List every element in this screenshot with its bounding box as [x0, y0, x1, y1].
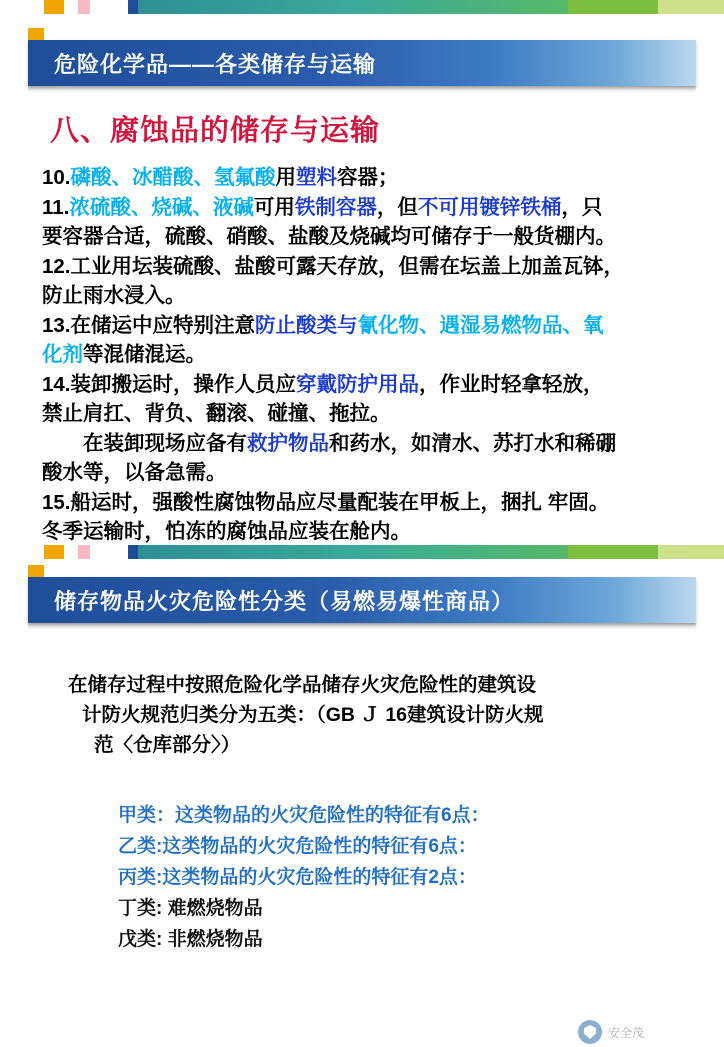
category-label-wu: 戊类: [118, 929, 163, 950]
strip-seg-navy [128, 0, 138, 14]
paragraph-item14-cont3: 酸水等，以备急需。 [42, 461, 227, 484]
slide2-top-color-strip [0, 545, 724, 559]
strip2-seg-navy [128, 545, 138, 559]
banner-accent-marker [28, 28, 44, 40]
paragraph-item15: 15.船运时，强酸性腐蚀物品应尽量配装在甲板上，捆扎 牢固。 [42, 490, 610, 514]
slide1-banner-shadow [28, 86, 696, 93]
strip-seg-white-3 [90, 0, 128, 14]
strip-seg-yellowgreen [658, 0, 724, 14]
category-item-wu [118, 924, 678, 955]
category-item-yi [118, 831, 678, 862]
paragraph-item12: 12.工业用坛装硫酸、盐酸可露天存放，但需在坛盖上加盖瓦钵， [42, 254, 624, 278]
paragraph-item14: 14.装卸搬运时，操作人员应穿戴防护用品，作业时轻拿轻放， [42, 372, 604, 396]
watermark [578, 1017, 708, 1047]
category-text-jia: 这类物品的火灾危险性的特征有6点： [175, 805, 490, 826]
slide1-title-banner [28, 40, 696, 86]
paragraph-item11-cont: 要容器合适，硫酸、硝酸、盐酸及烧碱均可储存于一般货棚内。 [42, 225, 616, 248]
strip2-seg-white-2 [64, 545, 78, 559]
strip2-seg-teal [138, 545, 568, 559]
slide2-category-list [118, 800, 678, 955]
category-text-yi: 这类物品的火灾危险性的特征有6点： [162, 836, 477, 857]
category-text-ding: 难燃烧物品 [167, 898, 263, 919]
slide1-section-heading: 八、腐蚀品的储存与运输 [50, 115, 381, 147]
strip2-seg-yellowgreen [658, 545, 724, 559]
paragraph-item13: 13.在储运中应特别注意防止酸类与氰化物、遇湿易燃物品、氧 [42, 313, 604, 337]
paragraph-item15-cont: 冬季运输时，怕冻的腐蚀品应装在舱内。 [42, 520, 411, 543]
intro-line-2: 计防火规范归类分为五类：（GB Ｊ 16建筑设计防火规 [82, 704, 544, 726]
category-label-ding: 丁类: [118, 898, 163, 919]
category-label-bing: 丙类: [118, 867, 163, 888]
slide2-banner-shadow [28, 623, 696, 630]
strip-seg-teal [138, 0, 568, 14]
watermark-label: 安全茂 [608, 1025, 645, 1040]
paragraph-item14-cont2: 在装卸现场应备有救护物品和药水，如清水、苏打水和稀硼 [83, 431, 616, 455]
intro-line-3: 范〈仓库部分〉） [94, 734, 241, 756]
strip-seg-pink [78, 0, 90, 14]
strip2-seg-pink [78, 545, 90, 559]
paragraph-item10: 10.磷酸、冰醋酸、氢氟酸用塑料容器； [42, 166, 399, 189]
strip2-seg-white-3 [90, 545, 128, 559]
paragraph-item12-cont: 防止雨水浸入。 [42, 284, 186, 307]
paragraph-item11: 11.浓硫酸、烧碱、液碱可用铁制容器，但不可用镀锌铁桶，只 [42, 195, 603, 219]
category-item-ding [118, 893, 678, 924]
strip-seg-green [568, 0, 658, 14]
slide2-banner-title: 储存物品火灾危险性分类（易燃易爆性商品） [54, 588, 515, 614]
intro-line-1: 在储存过程中按照危险化学品储存火灾危险性的建筑设 [68, 674, 537, 696]
category-item-bing [118, 862, 678, 893]
strip2-seg-green [568, 545, 658, 559]
strip-seg-orange [44, 0, 64, 14]
strip-seg-white-1 [0, 0, 44, 14]
slide2-title-banner [28, 577, 696, 623]
strip2-seg-white-1 [0, 545, 44, 559]
paragraph-item14-cont: 禁止肩扛、背负、翻滚、碰撞、拖拉。 [42, 402, 391, 425]
category-item-jia [118, 800, 678, 831]
paragraph-item13-cont: 化剂等混储混运。 [42, 343, 206, 366]
category-text-wu: 非燃烧物品 [167, 929, 263, 950]
shield-icon [578, 1020, 602, 1044]
slide-fire-hazard-classification [0, 545, 724, 1040]
slide1-body-text [42, 163, 692, 547]
category-label-jia: 甲类： [118, 805, 176, 826]
category-text-bing: 这类物品的火灾危险性的特征有2点： [162, 867, 477, 888]
slide1-top-color-strip [0, 0, 724, 14]
strip-seg-white-2 [64, 0, 78, 14]
slide1-banner-title: 危险化学品——各类储存与运输 [54, 51, 377, 77]
strip2-seg-orange [44, 545, 64, 559]
category-label-yi: 乙类: [118, 836, 163, 857]
slide2-banner-accent-marker [28, 565, 44, 577]
slide2-intro-text [68, 670, 668, 760]
